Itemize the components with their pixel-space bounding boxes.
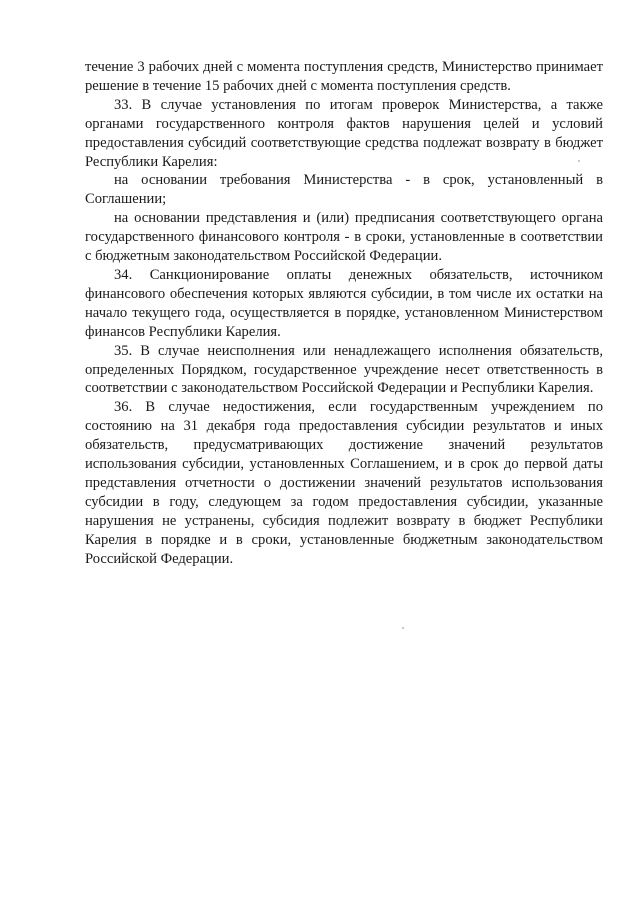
paragraph-33-ministry-requirement: на основании требования Министерства - в срок, установленный в Соглашении;	[85, 172, 603, 208]
scan-speck	[578, 160, 580, 162]
paragraph-33: 33. В случае установления по итогам проверок Министерства, а также органами государственного контроля фактов нарушения целей и условий предоставления субсидий соответствующие средства подлежат возврату в бюджет Республики Карелия:	[85, 96, 603, 170]
paragraph-34: 34. Санкционирование оплаты денежных обязательств, источником финансового обеспечения которых являются субсидии, в том числе их остатки на начало текущего года, осуществляется в порядке, установленном Министерством финансов Республики Карелия.	[85, 266, 603, 340]
document-body	[85, 58, 603, 568]
paragraph-continuation: течение 3 рабочих дней с момента поступления средств, Министерство принимает решение в течение 15 рабочих дней с момента поступления средств.	[85, 59, 603, 94]
paragraph-36: 36. В случае недостижения, если государственным учреждением по состоянию на 31 декабря года предоставления субсидии результатов и иных обязательств, предусматривающих достижение значений результатов использования субсидии, установленных Соглашением, и в срок до первой даты представления отчетности о достижении значений результатов использования субсидии в году, следующем за годом предоставления субсидии, указанные нарушения не устранены, субсидия подлежит возврату в бюджет Республики Карелия в порядке и в сроки, установленные бюджетным законодательством Российской Федерации.	[85, 399, 603, 567]
paragraph-33-financial-control: на основании представления и (или) предписания соответствующего органа государственного финансового контроля - в сроки, установленные в соответствии с бюджетным законодательством Российской Федерации.	[85, 210, 603, 265]
paragraph-35: 35. В случае неисполнения или ненадлежащего исполнения обязательств, определенных Порядком, государственное учреждение несет ответственность в соответствии с законодательством Российской Федерации и Республики Карелия.	[85, 342, 603, 397]
scan-speck	[402, 627, 404, 629]
